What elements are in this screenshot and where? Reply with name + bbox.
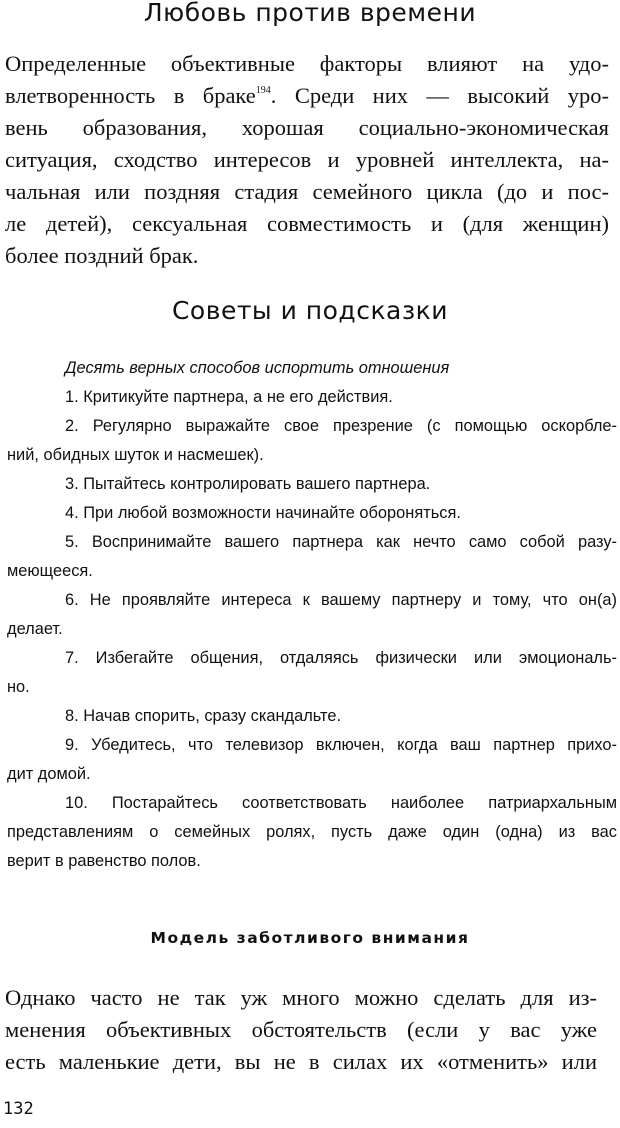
footnote-reference: 194	[255, 84, 271, 96]
page-number: 132	[3, 1099, 34, 1119]
tip-line: верит в равенство полов.	[7, 852, 201, 870]
tip-line: 9. Убедитесь, что телевизор включен, когда ваш партнер прихо-	[65, 736, 617, 754]
tip-line: ний, обидных шуток и насмешек).	[7, 446, 264, 464]
tip-line: 2. Регулярно выражайте свое презрение (с помощью оскорбле-	[65, 417, 617, 435]
tip-line: 6. Не проявляйте интереса к вашему партнеру и тому, что он(а)	[65, 591, 617, 609]
tip-line: 5. Воспринимайте вашего партнера как нечто само собой разу-	[65, 533, 617, 551]
tip-line: 4. При любой возможности начинайте обороняться.	[65, 504, 461, 522]
text-line: чальная или поздняя стадия семейного цикла (до и пос-	[5, 179, 609, 204]
tips-subtitle: Десять верных способов испортить отношения	[65, 359, 450, 377]
paragraph-objective-factors	[5, 48, 609, 272]
text-line	[5, 80, 609, 112]
tip-line: 7. Избегайте общения, отдаляясь физически или эмоциональ-	[65, 649, 617, 667]
tip-line: 1. Критикуйте партнера, а не его действия.	[65, 388, 393, 406]
section-title-care-model: Модель заботливого внимания	[150, 929, 470, 947]
text-line: более поздний брак.	[5, 243, 199, 268]
text-line: Определенные объективные факторы влияют на удо-	[5, 51, 609, 76]
section-title-tips: Советы и подсказки	[171, 296, 449, 325]
text-line: есть маленькие дети, вы не в силах их «отменить» или	[5, 1049, 597, 1074]
text-fragment: . Среди них — высокий уро-	[270, 83, 609, 108]
tip-line: но.	[7, 678, 30, 696]
text-line: Однако часто не так уж много можно сделать для из-	[5, 985, 597, 1010]
tips-list	[7, 354, 617, 876]
text-line: вень образования, хорошая социально-экономическая	[5, 115, 609, 140]
tip-line: делает.	[7, 620, 63, 638]
text-line: ситуация, сходство интересов и уровней интеллекта, на-	[5, 147, 609, 172]
text-line: менения объективных обстоятельств (если у вас уже	[5, 1017, 597, 1042]
paragraph-objective-circumstances	[5, 982, 597, 1078]
tip-line: дит домой.	[7, 765, 91, 783]
text-line: ле детей), сексуальная совместимость и (для женщин)	[5, 211, 609, 236]
tip-line: 10. Постарайтесь соответствовать наиболее патриархальным	[65, 794, 617, 812]
tip-line: меющееся.	[7, 562, 93, 580]
text-fragment: влетворенность в браке	[5, 83, 256, 108]
section-title-love-vs-time: Любовь против времени	[143, 0, 477, 27]
tip-line: представлениям о семейных ролях, пусть даже один (одна) из вас	[7, 823, 617, 841]
tip-line: 3. Пытайтесь контролировать вашего партнера.	[65, 475, 431, 493]
tip-line: 8. Начав спорить, сразу скандальте.	[65, 707, 342, 725]
